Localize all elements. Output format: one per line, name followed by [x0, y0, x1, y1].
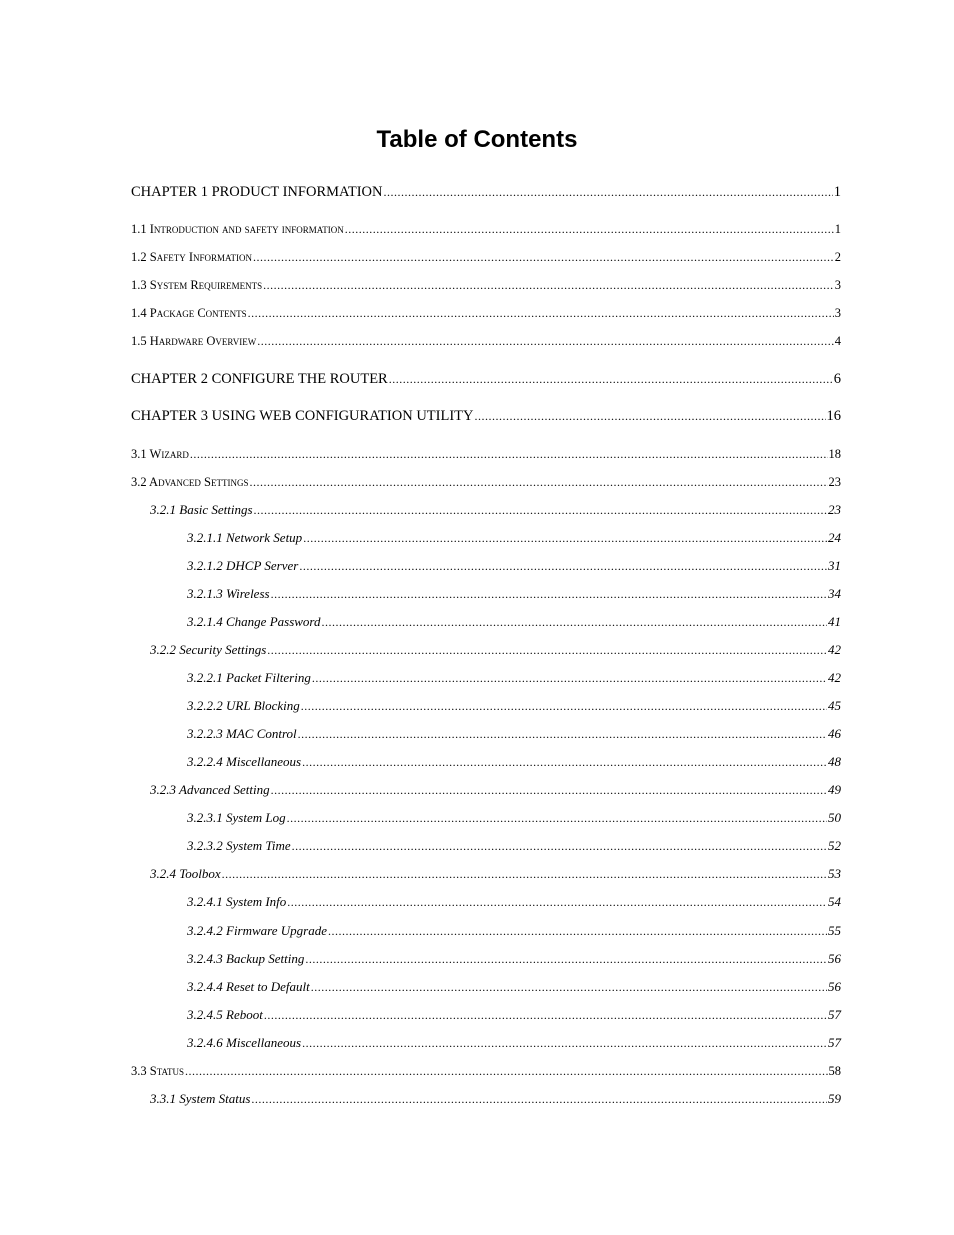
toc-entry-page-number: 18: [828, 447, 841, 461]
dot-leader: [271, 780, 827, 800]
toc-entry[interactable]: [131, 977, 841, 997]
dot-leader: [287, 892, 827, 912]
dot-leader: [271, 584, 827, 604]
toc-entry[interactable]: [131, 584, 841, 604]
toc-entry-page-number: 48: [828, 754, 841, 769]
toc-entry[interactable]: [131, 1061, 841, 1081]
dot-leader: [251, 1089, 827, 1109]
toc-entry[interactable]: [131, 1005, 841, 1025]
dot-leader: [302, 1033, 827, 1053]
toc-entry-label: 3.2.4.2 Firmware Upgrade: [187, 923, 327, 938]
toc-entry-label: 3.2.1.1 Network Setup: [187, 530, 303, 545]
toc-entry-page-number: 6: [833, 371, 841, 387]
toc-entry-label: 3.1 Wizard: [131, 447, 189, 461]
toc-entry-label: 3.2.2.1 Packet Filtering: [187, 670, 311, 685]
toc-entry[interactable]: [131, 1033, 841, 1053]
dot-leader: [292, 836, 827, 856]
toc-entry-page-number: 55: [828, 923, 841, 938]
toc-entry-page-number: 54: [828, 894, 841, 909]
toc-entry-page-number: 42: [828, 670, 841, 685]
toc-entry-page-number: 49: [828, 782, 841, 797]
toc-entry[interactable]: [131, 472, 841, 492]
toc-entry-label: 3.2.2.2 URL Blocking: [187, 698, 300, 713]
toc-entry-page-number: 45: [828, 698, 841, 713]
toc-entry[interactable]: [131, 331, 841, 351]
toc-entry[interactable]: [131, 808, 841, 828]
toc-entry-page-number: 57: [828, 1007, 841, 1022]
dot-leader: [345, 219, 834, 239]
toc-entry-label: CHAPTER 1 PRODUCT INFORMATION: [131, 184, 383, 200]
dot-leader: [298, 724, 827, 744]
toc-entry-label: 3.2.4.1 System Info: [187, 894, 287, 909]
dot-leader: [257, 331, 834, 351]
toc-entry[interactable]: [131, 696, 841, 716]
toc-entry-label: 3.2.4.6 Miscellaneous: [187, 1035, 302, 1050]
toc-entry[interactable]: [131, 892, 841, 912]
toc-entry[interactable]: [131, 369, 841, 389]
dot-leader: [190, 444, 828, 464]
toc-entry[interactable]: [131, 556, 841, 576]
toc-entry-label: 1.2 Safety Information: [131, 250, 252, 264]
toc-entry-page-number: 4: [834, 334, 841, 348]
toc-entry[interactable]: [131, 275, 841, 295]
dot-leader: [384, 182, 833, 202]
toc-entry-page-number: 46: [828, 726, 841, 741]
toc-entry[interactable]: [131, 780, 841, 800]
toc-entry-label: 3.2.4.4 Reset to Default: [187, 979, 310, 994]
toc-entry[interactable]: [131, 752, 841, 772]
toc-entry-label: 3.2.2.4 Miscellaneous: [187, 754, 302, 769]
dot-leader: [299, 556, 827, 576]
toc-entry-label: CHAPTER 2 CONFIGURE THE ROUTER: [131, 371, 388, 387]
toc-entry[interactable]: [131, 182, 841, 202]
toc-entry-label: 3.2.1 Basic Settings: [150, 502, 253, 517]
dot-leader: [287, 808, 827, 828]
toc-entry-page-number: 23: [828, 502, 841, 517]
toc-entry-label: 3.2.1.3 Wireless: [187, 586, 270, 601]
dot-leader: [305, 949, 827, 969]
toc-entry-label: 3.2.3 Advanced Setting: [150, 782, 270, 797]
dot-leader: [222, 864, 827, 884]
toc-entry-label: 1.3 System Requirements: [131, 278, 263, 292]
toc-entry-label: 3.2.4 Toolbox: [150, 866, 221, 881]
toc-entry[interactable]: [131, 406, 841, 426]
toc-entry-page-number: 3: [834, 278, 841, 292]
dot-leader: [253, 247, 834, 267]
toc-entry-page-number: 52: [828, 838, 841, 853]
toc-entry[interactable]: [131, 444, 841, 464]
dot-leader: [248, 303, 834, 323]
dot-leader: [185, 1061, 828, 1081]
dot-leader: [475, 406, 826, 426]
toc-entry-page-number: 59: [828, 1091, 841, 1106]
toc-entry-page-number: 57: [828, 1035, 841, 1050]
toc-entry-label: 3.2.2.3 MAC Control: [187, 726, 297, 741]
toc-entry-page-number: 58: [828, 1064, 841, 1078]
toc-entry-label: 3.2.4.5 Reboot: [187, 1007, 263, 1022]
toc-entry-page-number: 42: [828, 642, 841, 657]
toc-entry[interactable]: [131, 921, 841, 941]
dot-leader: [328, 921, 827, 941]
dot-leader: [322, 612, 828, 632]
toc-entry-label: 1.5 Hardware Overview: [131, 334, 257, 348]
toc-entry-label: CHAPTER 3 USING WEB CONFIGURATION UTILITY: [131, 408, 474, 424]
toc-entry[interactable]: [131, 1089, 841, 1109]
toc-entry-page-number: 3: [834, 306, 841, 320]
toc-entry-label: 1.4 Package Contents: [131, 306, 247, 320]
toc-entry-label: 3.2.1.4 Change Password: [187, 614, 321, 629]
toc-entry-label: 3.2.3.2 System Time: [187, 838, 291, 853]
dot-leader: [311, 977, 827, 997]
toc-entry[interactable]: [131, 219, 841, 239]
dot-leader: [264, 1005, 827, 1025]
toc-entry[interactable]: [131, 724, 841, 744]
toc-entry-label: 3.3.1 System Status: [150, 1091, 251, 1106]
page-title: Table of Contents: [376, 126, 578, 153]
toc-entry[interactable]: [131, 640, 841, 660]
toc-entry-label: 3.2.1.2 DHCP Server: [187, 558, 299, 573]
toc-entry[interactable]: [131, 500, 841, 520]
toc-entry-page-number: 1: [833, 184, 841, 200]
toc-entry-label: 3.2 Advanced Settings: [131, 475, 249, 489]
dot-leader: [302, 752, 827, 772]
dot-leader: [263, 275, 834, 295]
toc-entry[interactable]: [131, 303, 841, 323]
toc-entry-page-number: 53: [828, 866, 841, 881]
toc-entry-page-number: 41: [828, 614, 841, 629]
toc-entry-page-number: 24: [828, 530, 841, 545]
toc-entry-label: 3.2.2 Security Settings: [150, 642, 267, 657]
dot-leader: [389, 369, 833, 389]
dot-leader: [267, 640, 827, 660]
toc-entry[interactable]: [131, 864, 841, 884]
dot-leader: [250, 472, 828, 492]
toc-entry[interactable]: [131, 949, 841, 969]
toc-entry[interactable]: [131, 247, 841, 267]
toc-entry-page-number: 1: [834, 222, 841, 236]
toc-entry-page-number: 34: [828, 586, 841, 601]
toc-entry-label: 1.1 Introduction and safety information: [131, 222, 344, 236]
toc-entry-label: 3.2.3.1 System Log: [187, 810, 286, 825]
dot-leader: [312, 668, 827, 688]
toc-entry-page-number: 50: [828, 810, 841, 825]
dot-leader: [301, 696, 827, 716]
toc-entry[interactable]: [131, 668, 841, 688]
dot-leader: [254, 500, 827, 520]
toc-entry-page-number: 56: [828, 979, 841, 994]
toc-entry-page-number: 31: [828, 558, 841, 573]
toc-entry-label: 3.3 Status: [131, 1064, 184, 1078]
dot-leader: [303, 528, 827, 548]
toc-entry-page-number: 56: [828, 951, 841, 966]
toc-entry[interactable]: [131, 612, 841, 632]
toc-entry-page-number: 2: [834, 250, 841, 264]
toc-entry[interactable]: [131, 528, 841, 548]
toc-entry-page-number: 16: [826, 408, 841, 424]
toc-entry[interactable]: [131, 836, 841, 856]
toc-entry-label: 3.2.4.3 Backup Setting: [187, 951, 305, 966]
toc-entry-page-number: 23: [828, 475, 841, 489]
